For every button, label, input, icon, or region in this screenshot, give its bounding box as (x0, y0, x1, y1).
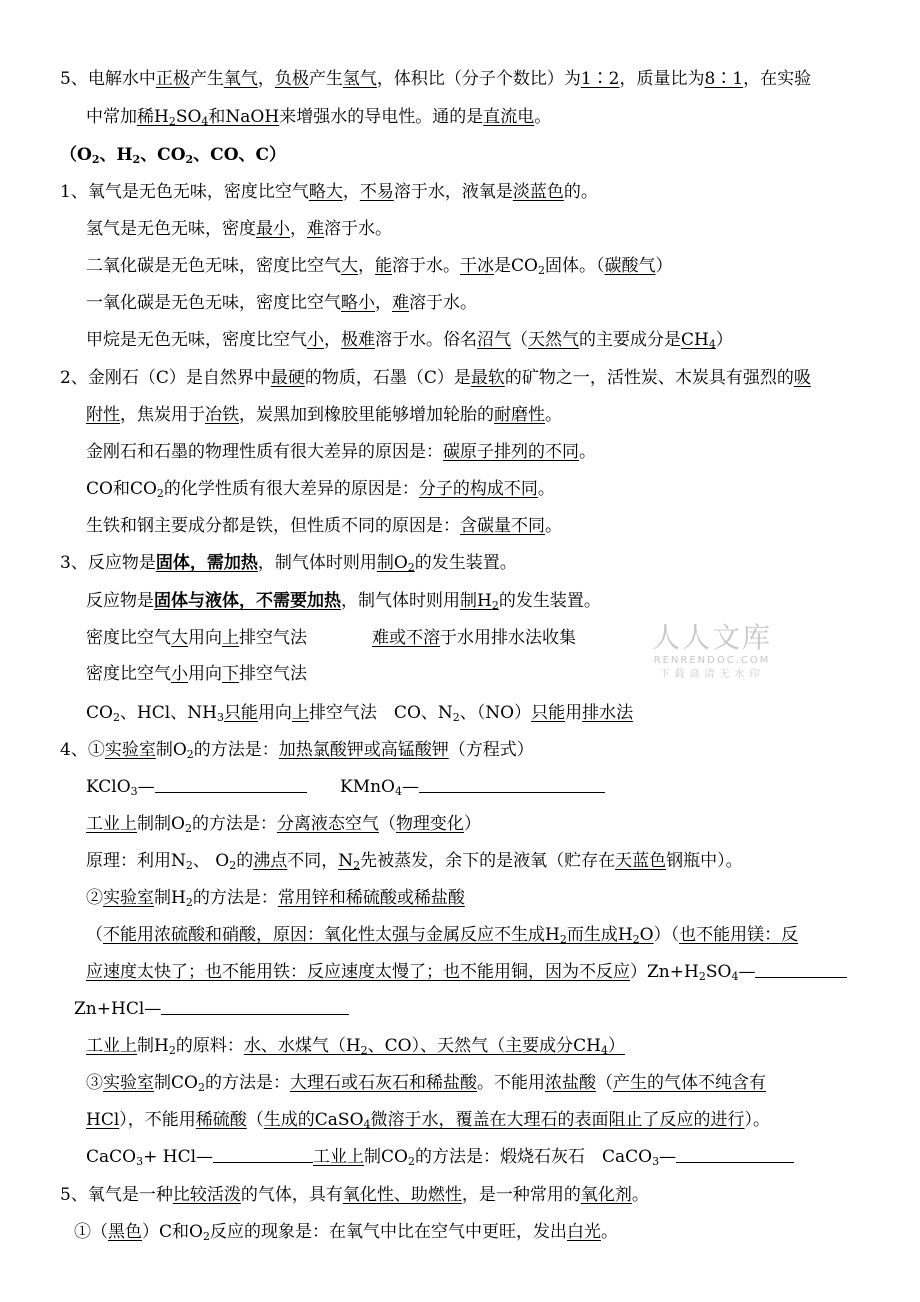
line-19: 4、①实验室制$O_2$的方法是：加热氯酸钾或高锰酸钾（方程式） (60, 740, 534, 761)
line-10: 附性，焦炭用于冶铁，炭黑加到橡胶里能够增加轮胎的耐磨性。 (86, 405, 562, 425)
line-20: KClO$_3$— (86, 776, 307, 798)
line-23: 原理：利用$N_2$、 $O_2$的沸点不同，$N_2$先被蒸发，余下的是液氧（贮存在天蓝色钢瓶中）。 (86, 851, 743, 872)
line-29: ③实验室制$CO_2$的方法是：大理石或石灰石和稀盐酸。不能用浓盐酸（产生的气体不纯含有 (86, 1073, 766, 1094)
line-18: $CO_2$、HCl、$NH_3$只能用向上排空气法 CO、$N_2$、（NO）只能用排水法 (86, 703, 634, 724)
line-9: 2、金刚石（C）是自然界中最硬的物质，石墨（C）是最软的矿物之一，活性炭、木炭具有强烈的吸 (60, 368, 811, 388)
line-12: CO和$CO_2$的化学性质有很大差异的原因是：分子的构成不同。 (86, 479, 555, 500)
line-15: 反应物是固体与液体，不需要加热，制气体时则用制$H_2$的发生装置。 (86, 591, 601, 612)
line-24: ②实验室制$H_2$的方法是：常用锌和稀硫酸或稀盐酸 (86, 888, 465, 909)
line-28: 工业上制$H_2$的原料：水、水煤气（$H_2$、CO）、天然气（主要成分$CH_4$） (86, 1036, 625, 1057)
line-17: 密度比空气小用向下排空气法 (86, 664, 307, 684)
line-33: ①（黑色）C和$O_2$反应的现象是：在氧气中比在空气中更旺，发出白光。 (74, 1222, 618, 1243)
watermark-slogan: 下载高清无水印 (659, 669, 765, 680)
line-22: 工业上制制$O_2$的方法是：分离液态空气（物理变化） (86, 814, 481, 835)
line-31: CaCO$_3$+ HCl— 工业上制$CO_2$的方法是：煅烧石灰石 CaCO$_3$— (86, 1146, 794, 1168)
watermark-logo (648, 622, 776, 682)
line-16b: 难或不溶于水用排水法收集 (372, 628, 576, 648)
line-25: （不能用浓硫酸和硝酸，原因：氧化性太强与金属反应不生成$H_2$而生成$H_2O$）（也不能用镁：反 (86, 925, 799, 946)
watermark-domain: RENRENDOC.COM (653, 655, 771, 666)
line-16: 密度比空气大用向上排空气法 (86, 628, 307, 648)
line-4: 1、氧气是无色无味，密度比空气略大，不易溶于水，液氧是淡蓝色的。 (60, 182, 598, 202)
line-13: 生铁和钢主要成分都是铁，但性质不同的原因是：含碳量不同。 (86, 516, 562, 536)
line-14: 3、反应物是固体，需加热，制气体时则用制$O_2$的发生装置。 (60, 553, 517, 574)
line-26: 应速度太快了；也不能用铁：反应速度太慢了；也不能用铜，因为不反应）$Zn+H_2SO_4—$ (86, 961, 847, 983)
line-7: 一氧化碳是无色无味，密度比空气略小，难溶于水。 (86, 293, 477, 313)
line-5: 氢气是无色无味，密度最小，难溶于水。 (86, 219, 392, 239)
line-1: 5、电解水中正极产生氧气，负极产生氢气，体积比（分子个数比）为1∶2，质量比为8∶1，在实验 (60, 69, 812, 89)
line-6: 二氧化碳是无色无味，密度比空气大，能溶于水。干冰是$CO_2$固体。（碳酸气） (86, 256, 673, 277)
line-27: Zn+HCl— (74, 998, 349, 1020)
line-11: 金刚石和石墨的物理性质有很大差异的原因是：碳原子排列的不同。 (86, 442, 596, 462)
line-21: KMnO$_4$— (340, 776, 605, 798)
line-32: 5、氧气是一种比较活泼的气体，具有氧化性、助燃性，是一种常用的氧化剂。 (60, 1185, 649, 1205)
line-30: HCl），不能用稀硫酸（生成的CaSO$_4$微溶于水，覆盖在大理石的表面阻止了反应的进行）。 (86, 1110, 771, 1131)
line-8: 甲烷是无色无味，密度比空气小，极难溶于水。俗名沼气（天然气的主要成分是$CH_4$） (86, 330, 733, 351)
line-2: 中常加稀$H_2SO_4$和NaOH来增强水的导电性。通的是直流电。 (86, 107, 552, 128)
watermark-title: 人人文库 (651, 621, 772, 654)
section-heading: （$O_2$、$H_2$、$CO_2$、CO、C） (60, 145, 287, 166)
